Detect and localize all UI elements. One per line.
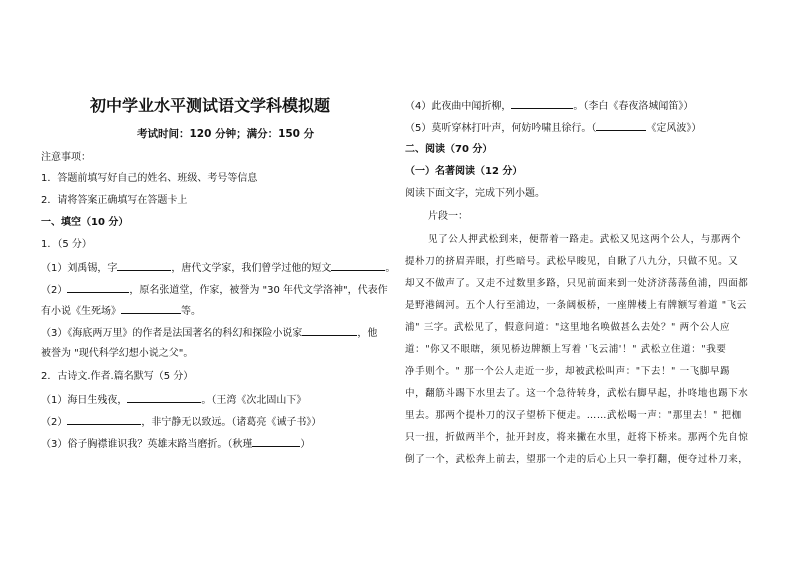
q2-5-text-b: 《定风波》）	[646, 123, 702, 134]
q1-3-text-b: ，他	[357, 328, 378, 339]
q1-2-text-a: （2）	[41, 285, 68, 296]
q2-item-1	[41, 392, 306, 408]
q2-item-3	[41, 436, 310, 452]
q2-item-4	[405, 98, 693, 114]
passage-line: 道："你又不眼瞎，须见桥边牌额上写着 '飞云浦'！" 武松立住道："我要	[405, 344, 727, 355]
q1-2-text-c: 有小说《生死场》	[41, 306, 121, 317]
q2-item-5	[405, 120, 701, 136]
passage-line: 只一扭，折做两半个，扯开封皮，将来撇在水里，赶将下桥来。那两个先自惊	[405, 432, 749, 443]
reading-instruction: 阅读下面文字，完成下列小题。	[405, 188, 545, 199]
passage-line: 中，翻筋斗踢下水里去了。这一个急待转身，武松右脚早起，扑咚地也踢下水	[405, 388, 749, 399]
passage-line: 是野港阔河。五个人行至浦边，一条阔板桥，一座牌楼上有牌额写着道 "飞云	[405, 300, 747, 311]
answer-blank[interactable]	[252, 436, 300, 447]
q2-5-text-a: （5）莫听穿林打叶声，何妨吟啸且徐行。（	[405, 123, 597, 134]
q1-item-1	[41, 260, 395, 276]
answer-blank[interactable]	[596, 120, 646, 131]
q2-item-2	[41, 414, 321, 430]
q1-3-text-a: （3）《海底两万里》的作者是法国著名的科幻和探险小说家	[41, 328, 303, 339]
q2-4-text-b: 。（李白《春夜洛城闻笛》）	[573, 101, 694, 112]
answer-blank[interactable]	[127, 392, 201, 403]
notice-1: 1．答题前填写好自己的姓名、班级、考号等信息	[41, 173, 258, 184]
passage-line: 提朴刀的挤眉弄眼，打些暗号。武松早睃见，自瞅了八九分，只做不见。又	[405, 256, 739, 267]
q1-1-text-b: ，唐代文学家，我们曾学过他的短文	[171, 263, 332, 274]
answer-blank[interactable]	[331, 260, 385, 271]
q2-4-text-a: （4）此夜曲中闻折柳，	[405, 101, 512, 112]
exam-title: 初中学业水平测试语文学科模拟题	[90, 96, 331, 115]
q2-heading: 2．古诗文.作者.篇名默写（5 分）	[41, 371, 194, 382]
q1-2-text-b: ，原名张道堂，作家，被誉为 "30 年代文学洛神"，代表作	[129, 285, 388, 296]
q1-1-text-a: （1）刘禹锡，字	[41, 263, 118, 274]
q1-item-2-cont	[41, 303, 201, 319]
passage-line: 净手则个。" 那一个公人走近一步，却被武松叫声："下去！" 一飞脚早踢	[405, 366, 731, 377]
passage-line: 却又不做声了。又走不过数里多路，只见前面来到一处济济荡荡鱼浦，四面都	[405, 278, 749, 289]
q1-item-3-cont: 被誉为 "现代科学幻想小说之父"。	[41, 348, 194, 359]
notice-2: 2．请将答案正确填写在答题卡上	[41, 195, 188, 206]
q2-1-text-a: （1）海日生残夜，	[41, 395, 128, 406]
passage-line: 浦" 三字。武松见了，假意问道："这里地名唤做甚么去处？" 两个公人应	[405, 322, 731, 333]
q1-item-3	[41, 325, 377, 341]
q2-2-text-a: （2）	[41, 417, 68, 428]
fragment-label: 片段一：	[428, 211, 468, 222]
q1-heading: 1．（5 分）	[41, 239, 92, 250]
answer-blank[interactable]	[511, 98, 573, 109]
section-fill-heading: 一、填空（10 分）	[41, 217, 129, 228]
q2-3-text-b: ）	[300, 439, 311, 450]
q2-3-text-a: （3）俗子胸襟谁识我？英雄末路当磨折。（秋瑾	[41, 439, 253, 450]
answer-blank[interactable]	[67, 414, 141, 425]
passage-line: 里去。那两个提朴刀的汉子望桥下便走。……武松喝一声："那里去！" 把枷	[405, 410, 742, 421]
subsection-heading: （一）名著阅读（12 分）	[405, 166, 523, 177]
answer-blank[interactable]	[67, 282, 129, 293]
q1-2-text-d: 等。	[181, 306, 201, 317]
answer-blank[interactable]	[302, 325, 357, 336]
q1-item-2	[41, 282, 388, 298]
q2-1-text-b: 。（王湾《次北固山下》	[201, 395, 307, 406]
exam-subtitle: 考试时间：120 分钟；满分：150 分	[137, 128, 315, 140]
notice-heading: 注意事项：	[41, 152, 91, 163]
answer-blank[interactable]	[117, 260, 171, 271]
passage-line: 倒了一个，武松奔上前去，望那一个走的后心上只一拳打翻，便夺过朴刀来，	[405, 454, 749, 465]
q1-1-text-c: 。	[385, 263, 396, 274]
section-reading-heading: 二、阅读（70 分）	[405, 144, 493, 155]
answer-blank[interactable]	[121, 303, 181, 314]
passage-line: 见了公人押武松到来，便帮着一路走。武松又见这两个公人，与那两个	[428, 234, 742, 245]
q2-2-text-b: ，非宁静无以致远。（诸葛亮《诫子书》）	[141, 417, 322, 428]
